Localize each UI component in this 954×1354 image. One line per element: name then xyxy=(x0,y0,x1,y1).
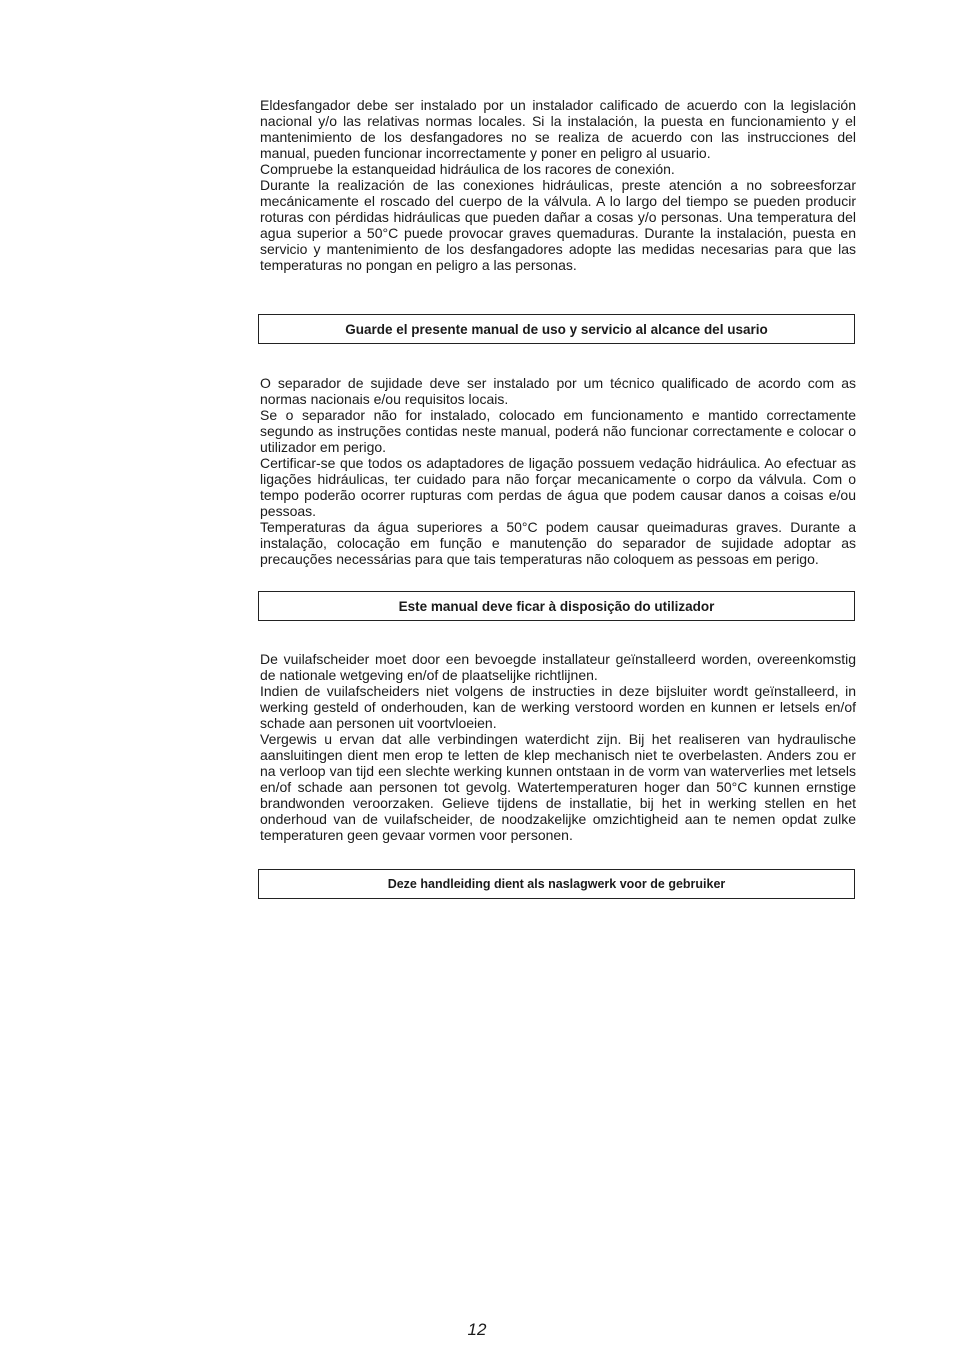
paragraph: Temperaturas da água superiores a 50°C podem causar queimaduras graves. Durante a instalação, colocação em função e manutenção do separador de sujidade adoptar as precauções necessárias para que tais temperaturas não coloquem as pessoas em perigo. xyxy=(260,519,856,567)
paragraph: Eldesfangador debe ser instalado por un instalador calificado de acuerdo con la legislación nacional y/o las relativas normas locales. Si la instalación, la puesta en funcionamiento y el mantenimiento de los desfangadores no se realiza de acuerdo con las instrucciones del manual, pueden funcionar incorrectamente y poner en peligro al usuario. xyxy=(260,97,856,161)
notice-box-portuguese: Este manual deve ficar à disposição do utilizador xyxy=(258,591,855,621)
notice-box-dutch: Deze handleiding dient als naslagwerk voor de gebruiker xyxy=(258,869,855,899)
section-spanish xyxy=(260,97,856,273)
section-dutch xyxy=(260,651,856,843)
paragraph: Se o separador não for instalado, colocado em funcionamento e mantido correctamente segundo as instruções contidas neste manual, poderá não funcionar correctamente e colocar o utilizador em perigo. xyxy=(260,407,856,455)
paragraph: O separador de sujidade deve ser instalado por um técnico qualificado de acordo com as normas nacionais e/ou requisitos locais. xyxy=(260,375,856,407)
paragraph: Indien de vuilafscheiders niet volgens de instructies in deze bijsluiter wordt geïnstalleerd, in werking gesteld of onderhouden, kan de werking verstoord worden en kunnen er letsels en/of schade aan personen uit voortvloeien. xyxy=(260,683,856,731)
paragraph: Certificar-se que todos os adaptadores de ligação possuem vedação hidráulica. Ao efectuar as ligações hidráulicas, ter cuidado para não forçar mecanicamente o corpo da válvula. Com o tempo poderão ocorrer rupturas com perdas de água que podem causar danos a coisas e/ou pessoas. xyxy=(260,455,856,519)
paragraph: Compruebe la estanqueidad hidráulica de los racores de conexión. xyxy=(260,161,675,177)
section-portuguese xyxy=(260,375,856,567)
page-number: 12 xyxy=(467,1320,487,1339)
paragraph: Durante la realización de las conexiones hidráulicas, preste atención a no sobreesforzar mecánicamente el roscado del cuerpo de la válvula. A lo largo del tiempo se pueden producir roturas con pérdidas hidráulicas que pueden dañar a cosas y/o personas. Una temperatura del agua superior a 50°C puede provocar graves quemaduras. Durante la instalación, puesta en servicio y mantenimiento de los desfangadores adopte las medidas necesarias para que las temperaturas no pongan en peligro a las personas. xyxy=(260,177,856,273)
notice-box-spanish: Guarde el presente manual de uso y servicio al alcance del usario xyxy=(258,314,855,344)
paragraph: Vergewis u ervan dat alle verbindingen waterdicht zijn. Bij het realiseren van hydraulische aansluitingen dient men erop te letten de klep mechanisch niet te overbelasten. Anders zou er na verloop van tijd een slechte werking kunnen ontstaan in de vorm van waterverlies met letsels en/of schade aan personen tot gevolg. Watertemperaturen hoger dan 50°C kunnen ernstige brandwonden veroorzaken. Gelieve tijdens de installatie, bij het in werking stellen en het onderhoud van de vuilafscheider, de noodzakelijke omzichtigheid aan te nemen opdat zulke temperaturen geen gevaar vormen voor personen. xyxy=(260,731,856,843)
paragraph: De vuilafscheider moet door een bevoegde installateur geïnstalleerd worden, overeenkomstig de nationale wetgeving en/of de plaatselijke richtlijnen. xyxy=(260,651,856,683)
